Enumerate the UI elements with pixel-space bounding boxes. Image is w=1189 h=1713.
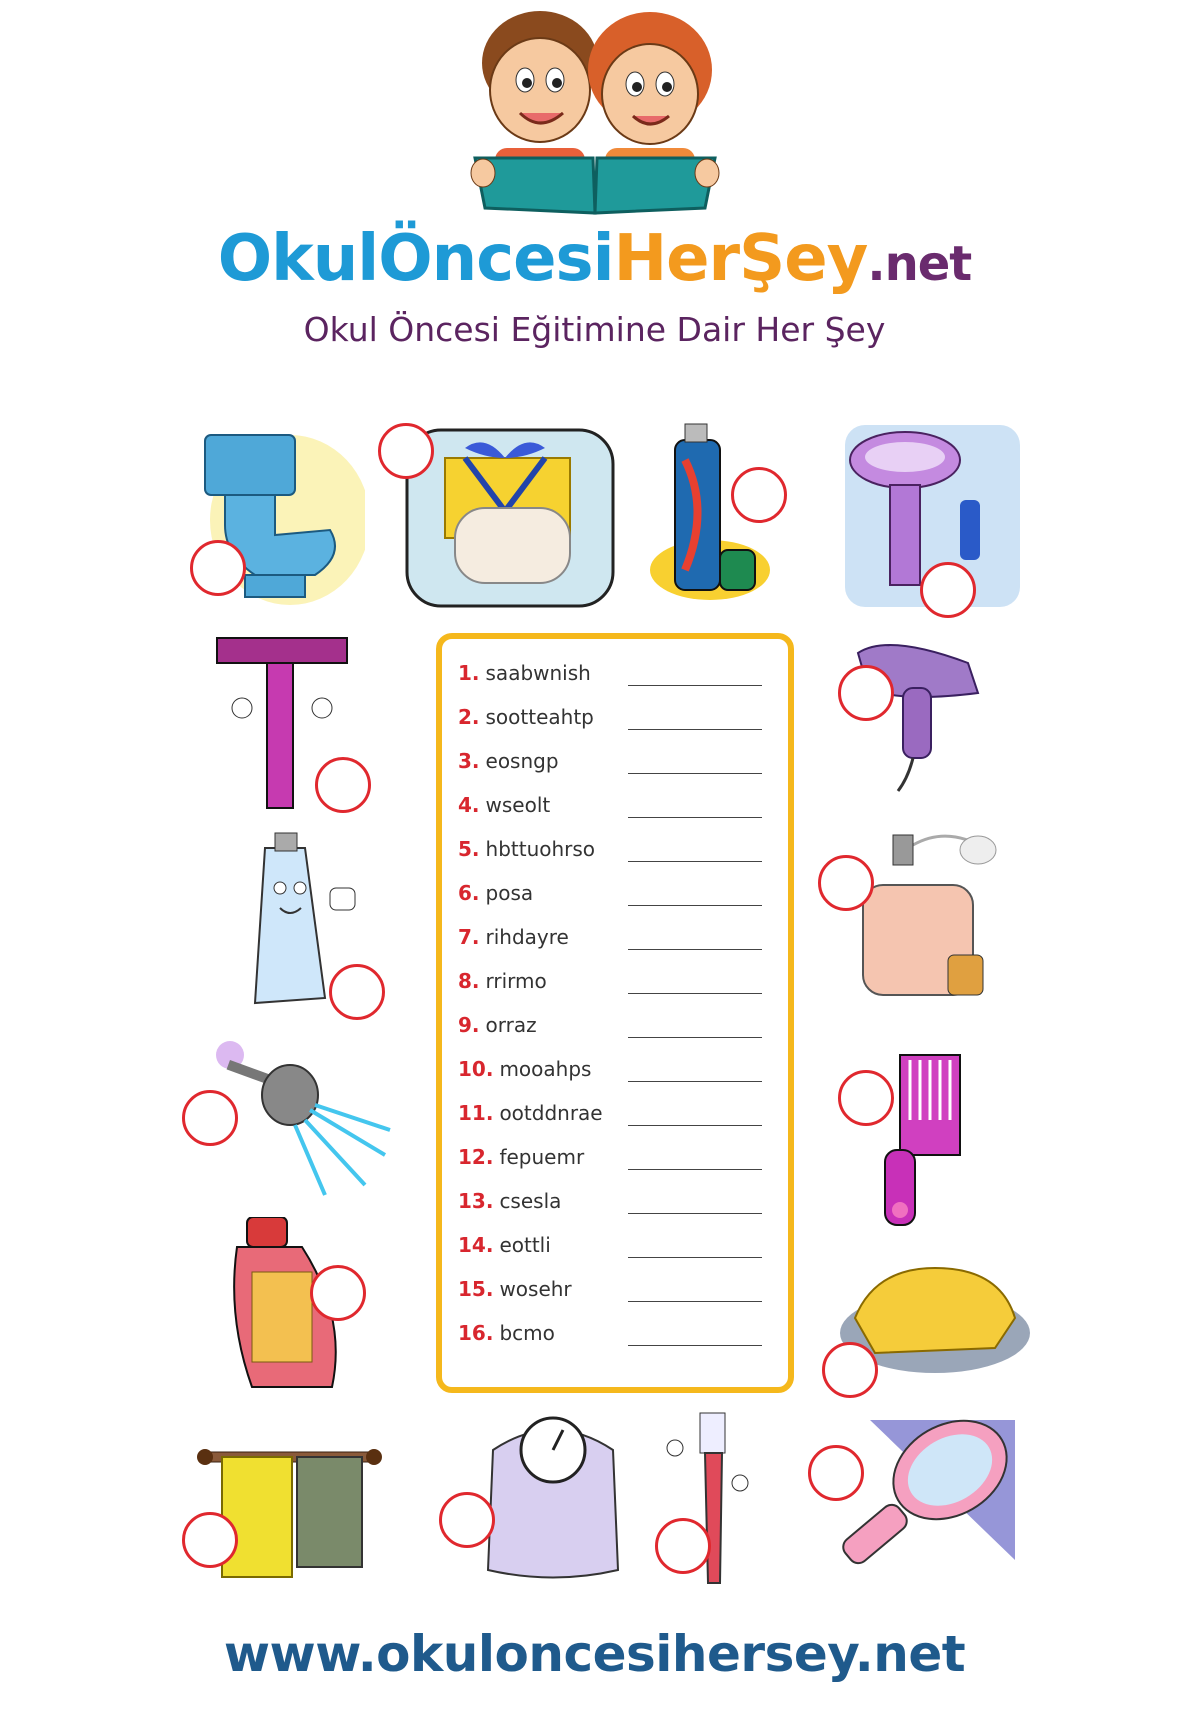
brand-part-1: OkulÖncesi bbox=[217, 222, 614, 296]
mirror-icon bbox=[820, 1410, 1020, 1600]
word-number: 2. bbox=[458, 705, 480, 729]
answer-circle-scale[interactable] bbox=[439, 1492, 495, 1548]
tagline: Okul Öncesi Eğitimine Dair Her Şey bbox=[303, 310, 886, 349]
answer-line[interactable] bbox=[628, 905, 762, 906]
scrambled-word: orraz bbox=[485, 1013, 537, 1037]
word-row-7 bbox=[458, 925, 778, 955]
shower-icon bbox=[215, 1035, 395, 1200]
brand-part-2: HerŞey bbox=[613, 222, 868, 296]
word-number: 5. bbox=[458, 837, 480, 861]
word-row-13 bbox=[458, 1189, 778, 1219]
answer-circle-comb[interactable] bbox=[838, 1070, 894, 1126]
answer-line[interactable] bbox=[628, 861, 762, 862]
answer-circle-toothbrush[interactable] bbox=[655, 1518, 711, 1574]
answer-circle-shower[interactable] bbox=[182, 1090, 238, 1146]
answer-line[interactable] bbox=[628, 1081, 762, 1082]
answer-circle-hairdryer[interactable] bbox=[838, 665, 894, 721]
answer-circle-perfume[interactable] bbox=[818, 855, 874, 911]
scrambled-word: wosehr bbox=[499, 1277, 572, 1301]
word-row-2 bbox=[458, 705, 778, 735]
word-number: 13. bbox=[458, 1189, 494, 1213]
word-row-5 bbox=[458, 837, 778, 867]
scrambled-word: saabwnish bbox=[485, 661, 591, 685]
scrambled-word: wseolt bbox=[485, 793, 551, 817]
answer-circle-shampoo[interactable] bbox=[310, 1265, 366, 1321]
word-row-9 bbox=[458, 1013, 778, 1043]
word-number: 3. bbox=[458, 749, 480, 773]
word-row-16 bbox=[458, 1321, 778, 1351]
word-number: 1. bbox=[458, 661, 480, 685]
answer-line[interactable] bbox=[628, 993, 762, 994]
word-row-15 bbox=[458, 1277, 778, 1307]
answer-circle-toothpaste[interactable] bbox=[329, 964, 385, 1020]
word-row-10 bbox=[458, 1057, 778, 1087]
scrambled-word: eosngp bbox=[485, 749, 559, 773]
scrambled-word: rihdayre bbox=[485, 925, 569, 949]
word-row-8 bbox=[458, 969, 778, 999]
logo-kids-reading-icon bbox=[455, 8, 735, 218]
word-number: 8. bbox=[458, 969, 480, 993]
scrambled-word: sootteahtp bbox=[485, 705, 594, 729]
scrambled-word: hbttuohrso bbox=[485, 837, 596, 861]
answer-circle-sink[interactable] bbox=[920, 562, 976, 618]
word-row-1 bbox=[458, 661, 778, 691]
perfume-icon bbox=[848, 825, 998, 1015]
word-number: 4. bbox=[458, 793, 480, 817]
scrambled-word: eottli bbox=[499, 1233, 551, 1257]
answer-line[interactable] bbox=[628, 729, 762, 730]
brand-name bbox=[0, 222, 1189, 296]
answer-line[interactable] bbox=[628, 1257, 762, 1258]
answer-line[interactable] bbox=[628, 949, 762, 950]
answer-circle-towel[interactable] bbox=[182, 1512, 238, 1568]
answer-line[interactable] bbox=[628, 685, 762, 686]
soap-icon bbox=[405, 428, 615, 608]
scrambled-word: fepuemr bbox=[499, 1145, 585, 1169]
answer-line[interactable] bbox=[628, 817, 762, 818]
answer-line[interactable] bbox=[628, 1169, 762, 1170]
answer-circle-mirror[interactable] bbox=[808, 1445, 864, 1501]
answer-line[interactable] bbox=[628, 1345, 762, 1346]
scrambled-word: bcmo bbox=[499, 1321, 555, 1345]
answer-line[interactable] bbox=[628, 773, 762, 774]
word-row-11 bbox=[458, 1101, 778, 1131]
scrambled-word: posa bbox=[485, 881, 534, 905]
answer-circle-razor[interactable] bbox=[315, 757, 371, 813]
word-number: 9. bbox=[458, 1013, 480, 1037]
word-number: 15. bbox=[458, 1277, 494, 1301]
answer-circle-deodorant[interactable] bbox=[731, 467, 787, 523]
footer-url[interactable]: www.okuloncesihersey.net bbox=[223, 1625, 966, 1683]
word-row-3 bbox=[458, 749, 778, 779]
word-number: 14. bbox=[458, 1233, 494, 1257]
answer-line[interactable] bbox=[628, 1301, 762, 1302]
scrambled-word: rrirmo bbox=[485, 969, 547, 993]
word-row-14 bbox=[458, 1233, 778, 1263]
word-number: 12. bbox=[458, 1145, 494, 1169]
answer-line[interactable] bbox=[628, 1125, 762, 1126]
answer-circle-sponge[interactable] bbox=[822, 1342, 878, 1398]
word-row-6 bbox=[458, 881, 778, 911]
word-number: 11. bbox=[458, 1101, 494, 1125]
comb-icon bbox=[870, 1050, 975, 1230]
word-number: 7. bbox=[458, 925, 480, 949]
answer-circle-soap[interactable] bbox=[378, 423, 434, 479]
brand-part-3: .net bbox=[867, 236, 972, 292]
word-row-12 bbox=[458, 1145, 778, 1175]
word-row-4 bbox=[458, 793, 778, 823]
answer-circle-toilet[interactable] bbox=[190, 540, 246, 596]
answer-line[interactable] bbox=[628, 1213, 762, 1214]
scrambled-word: mooahps bbox=[499, 1057, 592, 1081]
scrambled-word: ootddnrae bbox=[499, 1101, 603, 1125]
word-number: 16. bbox=[458, 1321, 494, 1345]
word-number: 6. bbox=[458, 881, 480, 905]
answer-line[interactable] bbox=[628, 1037, 762, 1038]
scale-icon bbox=[478, 1410, 628, 1585]
scrambled-word: csesla bbox=[499, 1189, 562, 1213]
word-number: 10. bbox=[458, 1057, 494, 1081]
